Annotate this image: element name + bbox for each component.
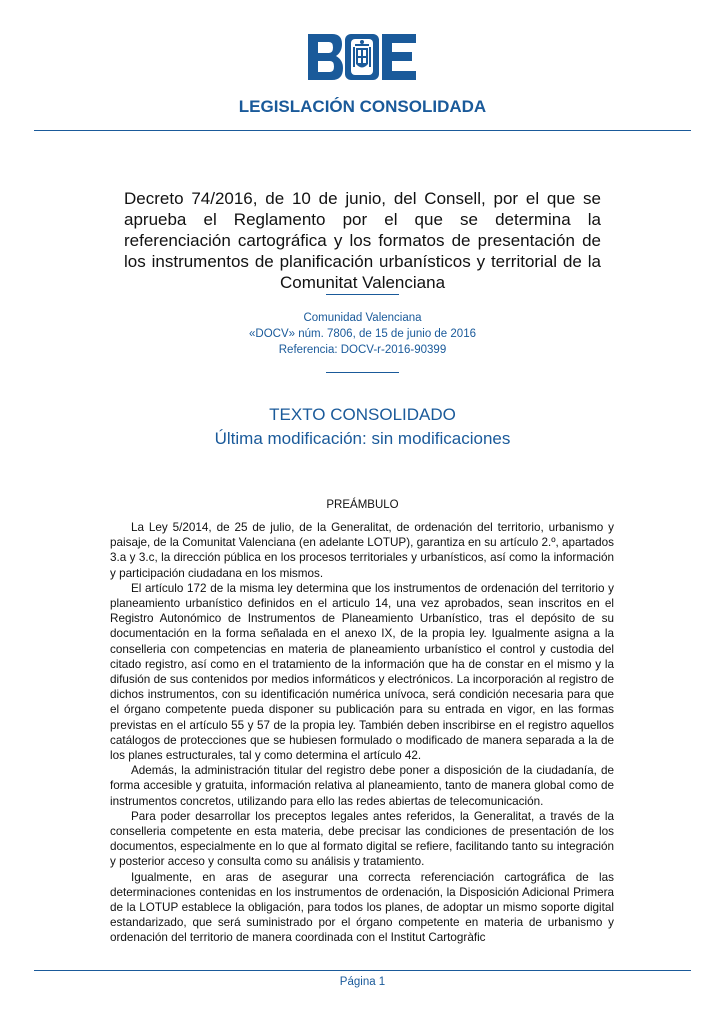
- reference-block: [0, 310, 725, 358]
- last-modification-label: Última modificación: sin modificaciones: [214, 429, 511, 448]
- bulletin-label: «DOCV» núm. 7806, de 15 de junio de 2016: [249, 328, 476, 340]
- paragraph: Además, la administración titular del registro debe poner a disposición de la ciudadanía, de forma accesible y gratuita, información relativa al planeamiento, tanto de manera global como de instrumentos concretos, utilizando para ello las redes abiertas de telecomunicación.: [110, 764, 614, 808]
- preamble-heading: PREÁMBULO: [326, 499, 399, 511]
- paragraph: La Ley 5/2014, de 25 de julio, de la Generalitat, de ordenación del territorio, urbanismo y paisaje, de la Comunitat Valenciana (en adelante LOTUP), garantiza en su artículo 2.º, apartados 3.a y 3.c, la dirección pública en los procesos territoriales y urbanísticos, así como la información y participación ciudadana en los mismos.: [110, 521, 614, 580]
- preamble-body: [110, 520, 614, 946]
- footer-divider: [34, 970, 691, 971]
- paragraph: El artículo 172 de la misma ley determina que los instrumentos de ordenación del territorio y planeamiento urbanístico definidos en el articulo 14, una vez aprobados, sean inscritos en el Registro Autonómico de Instrumentos de Planeamiento Urbanístico, tras el depósito de su documentación en la forma señalada en el anexo IX, de la propia ley. Igualmente asigna a la conselleria con competencias en materia de planeamiento urbanístico el control y custodia del citado registro, así como en el tratamiento de la información que ha de constar en el mismo y la difusión de sus contenidos por medios informáticos y electrónicos. La incorporación al registro de dichos instrumentos, con su identificación numérica unívoca, será condición necesaria para que el órgano competente pueda disponer su publicación para su entrada en vigor, en las formas previstas en el artículo 55 y 57 de la propia ley. También deben inscribirse en el registro aquellos catálogos de protecciones que se hubiesen formulado o modificado de manera separada a la de los planes estructurales, tal y como determina el artículo 42.: [110, 581, 614, 763]
- consolidated-label: TEXTO CONSOLIDADO: [269, 405, 456, 424]
- paragraph: Igualmente, en aras de asegurar una correcta referenciación cartográfica de las determinaciones contenidas en los instrumentos de ordenación, la Disposición Adicional Primera de la LOTUP establece la obligación, para todos los planes, de adoptar un mismo soporte digital estandarizado, que será suministrado por el órgano competente en materia de urbanismo y ordenación del territorio de manera coordinada con el Institut Cartogràfic: [110, 870, 614, 945]
- reference-code: Referencia: DOCV-r-2016-90399: [278, 344, 447, 356]
- boe-logo: [308, 34, 416, 80]
- paragraph: Para poder desarrollar los preceptos legales antes referidos, la Generalitat, a través de la conselleria competente en esta materia, debe precisar las condiciones de presentación de los documentos, especialmente en lo que al formato digital se refiere, facilitando tanto su integración y posterior acceso y consulta como su análisis y tratamiento.: [110, 809, 614, 869]
- header-divider: [34, 130, 691, 131]
- short-divider: [326, 372, 399, 373]
- page-number: Página 1: [339, 976, 386, 988]
- section-title: LEGISLACIÓN CONSOLIDADA: [238, 97, 487, 116]
- consolidated-block: [0, 403, 725, 451]
- coat-of-arms-icon: [351, 39, 373, 75]
- short-divider: [326, 294, 399, 295]
- document-title: Decreto 74/2016, de 10 de junio, del Consell, por el que se aprueba el Reglamento por el que se determina la referenciación cartográfica y los formatos de presentación de los instrumentos de planificación urbanísticos y territorial de la Comunitat Valenciana: [124, 189, 601, 292]
- region-label: Comunidad Valenciana: [303, 312, 422, 324]
